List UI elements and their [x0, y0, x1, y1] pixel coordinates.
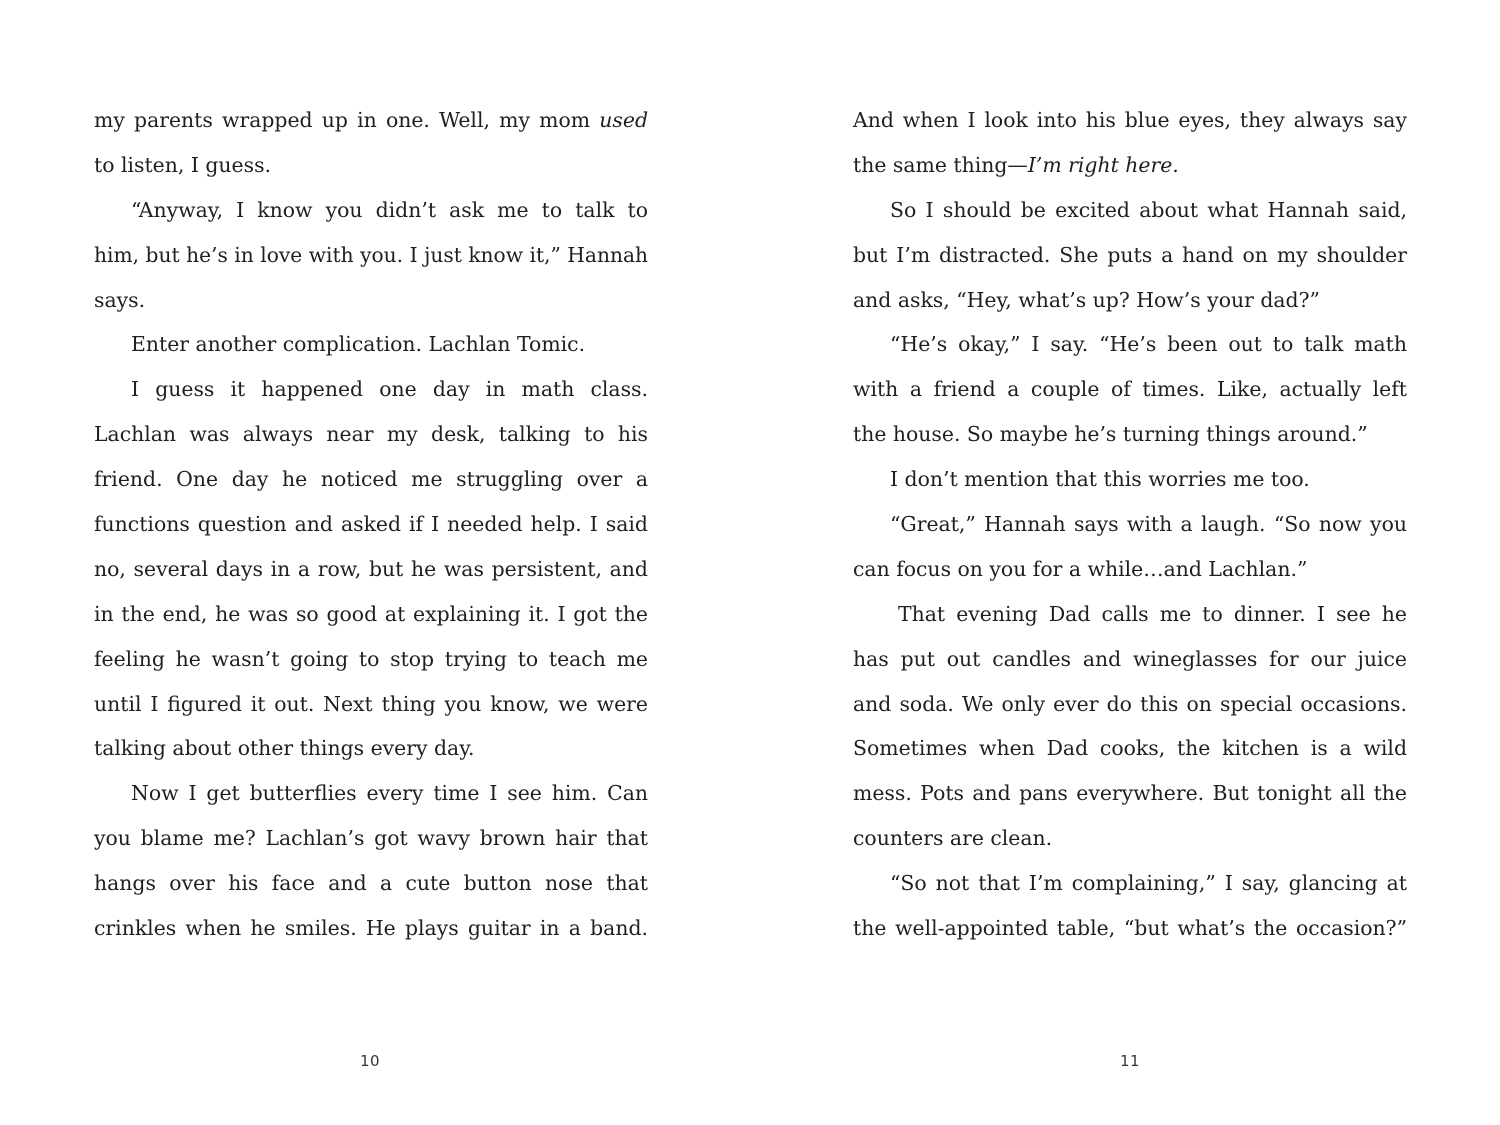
- left-page-text: [94, 98, 648, 951]
- text-line: I don’t mention that this worries me too.: [890, 467, 1310, 492]
- text-line: counters are clean.: [853, 826, 1053, 851]
- text-line: the house. So maybe he’s turning things around.”: [853, 422, 1368, 447]
- text-line: feeling he wasn’t going to stop trying to teach me: [94, 646, 648, 671]
- text-line: and soda. We only ever do this on special occasions.: [853, 691, 1407, 716]
- text-line: the same thing—I’m right here.: [853, 152, 1179, 177]
- text-line: has put out candles and wineglasses for our juice: [853, 646, 1407, 671]
- text-line: can focus on you for a while…and Lachlan.”: [853, 556, 1308, 581]
- text-line: “Great,” Hannah says with a laugh. “So now you: [890, 512, 1407, 537]
- text-line: hangs over his face and a cute button nose that: [94, 871, 648, 896]
- text-line: “Anyway, I know you didn’t ask me to talk to: [131, 197, 648, 222]
- text-line: “He’s okay,” I say. “He’s been out to talk math: [890, 332, 1407, 357]
- text-line: no, several days in a row, but he was persistent, and: [94, 556, 648, 581]
- text-line: in the end, he was so good at explaining it. I got the: [94, 601, 648, 626]
- right-page-text: [853, 98, 1407, 951]
- text-line: the well-appointed table, “but what’s the occasion?”: [853, 916, 1407, 941]
- text-line: says.: [94, 287, 146, 312]
- text-line: to listen, I guess.: [94, 152, 272, 177]
- text-line: Sometimes when Dad cooks, the kitchen is a wild: [853, 736, 1407, 761]
- text-line: my parents wrapped up in one. Well, my mom used: [94, 108, 648, 132]
- text-line: I guess it happened one day in math class.: [131, 377, 648, 402]
- text-line: and asks, “Hey, what’s up? How’s your dad?”: [853, 287, 1320, 312]
- text-line: friend. One day he noticed me struggling over a: [94, 467, 648, 492]
- text-line: you blame me? Lachlan’s got wavy brown hair that: [94, 826, 648, 851]
- text-line: crinkles when he smiles. He plays guitar in a band.: [94, 916, 648, 941]
- text-line: him, but he’s in love with you. I just know it,” Hannah: [94, 242, 648, 267]
- text-line: until I figured it out. Next thing you know, we were: [94, 691, 648, 716]
- text-line: functions question and asked if I needed help. I said: [94, 512, 648, 537]
- text-line: “So not that I’m complaining,” I say, glancing at: [890, 871, 1407, 896]
- text-line: Enter another complication. Lachlan Tomic.: [131, 332, 586, 357]
- text-line: mess. Pots and pans everywhere. But tonight all the: [853, 781, 1407, 806]
- text-line: talking about other things every day.: [94, 736, 475, 761]
- text-line: with a friend a couple of times. Like, actually left: [853, 377, 1407, 402]
- page-number: 11: [1119, 1052, 1141, 1070]
- text-line: And when I look into his blue eyes, they always say: [853, 108, 1407, 132]
- text-line: That evening Dad calls me to dinner. I see he: [898, 601, 1407, 626]
- text-line: Lachlan was always near my desk, talking to his: [94, 422, 648, 447]
- text-line: Now I get butterflies every time I see him. Can: [131, 781, 648, 806]
- page-number: 10: [359, 1052, 381, 1070]
- text-line: So I should be excited about what Hannah said,: [890, 197, 1407, 222]
- text-line: but I’m distracted. She puts a hand on my shoulder: [853, 242, 1407, 267]
